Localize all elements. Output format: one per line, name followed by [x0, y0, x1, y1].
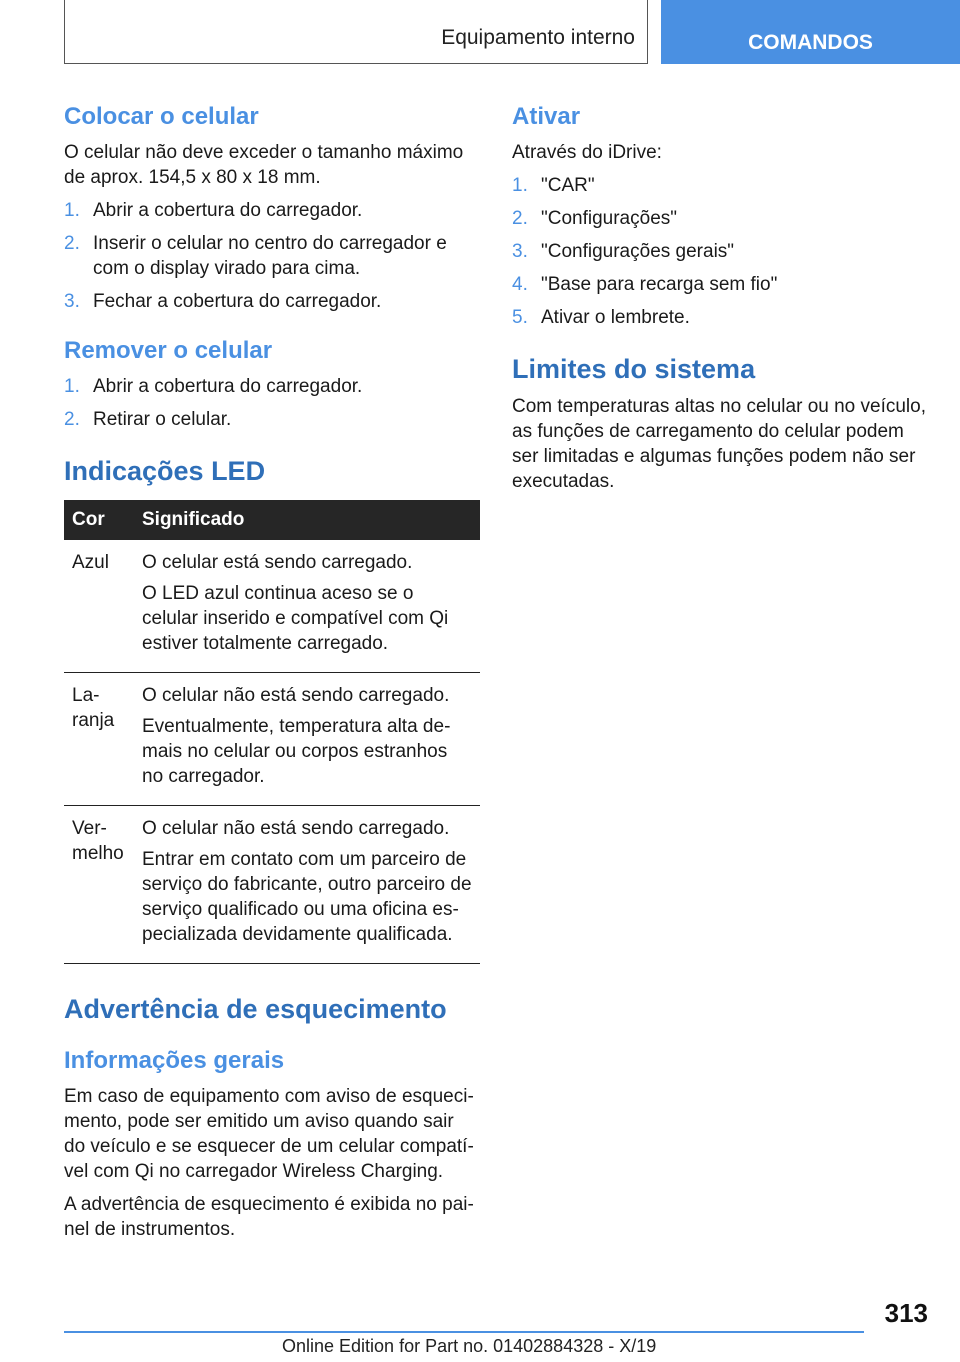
footer-edition: Online Edition for Part no. 01402884328 - X/19 [282, 1336, 657, 1356]
limites-heading: Limites do sistema [512, 354, 756, 384]
led-table-header-significado: Significado [134, 500, 480, 540]
informacoes-gerais-heading: Informações gerais [64, 1047, 285, 1074]
list-item: 5. Ativar o lembrete. [512, 307, 690, 328]
ativar-intro: Através do iDrive: [512, 142, 662, 163]
list-item: 4. "Base para recarga sem fio" [512, 274, 778, 295]
list-item: 3. Fechar a cobertura do carregador. [64, 291, 382, 312]
remover-heading: Remover o celular [64, 337, 273, 364]
led-meaning-cell: O celular está sendo carregado. O LED azul continua aceso se o celular inserido e compatível com Qi estiver totalmente carregado. [134, 540, 480, 673]
advertencia-heading: Advertência de esquecimento [64, 994, 447, 1024]
advertencia-paragraph-1: Em caso de equipamento com aviso de esqueci-mento, pode ser emitido um aviso quando sair do veículo e se esquecer de um celular compatí-vel com Qi no carregador Wireless Charging. [64, 1086, 474, 1182]
left-column [64, 100, 480, 1250]
led-color-cell: La- ranja [64, 673, 134, 806]
colocar-steps [64, 198, 480, 314]
ativar-steps [512, 173, 928, 330]
list-item: 1. Abrir a cobertura do carregador. [64, 376, 363, 397]
header-section-title: Equipamento interno [441, 26, 635, 49]
colocar-heading: Colocar o celular [64, 103, 259, 130]
colocar-intro: O celular não deve exceder o tamanho máximo de aprox. 154,5 x 80 x 18 mm. [64, 142, 464, 188]
list-item: 2. "Configurações" [512, 208, 678, 229]
led-table-header-cor: Cor [64, 500, 134, 540]
limites-paragraph: Com temperaturas altas no celular ou no veículo, as funções de carregamento do celular podem ser limitadas e algumas funções podem não ser executadas. [512, 396, 926, 492]
list-item: 3. "Configurações gerais" [512, 241, 735, 262]
page-number: 313 [884, 1298, 928, 1328]
table-row [64, 673, 480, 806]
led-table [64, 500, 480, 964]
list-item: 2. Inserir o celular no centro do carregador e com o display virado para cima. [64, 233, 447, 279]
ativar-heading: Ativar [512, 103, 581, 130]
led-color-cell: Ver- melho [64, 806, 134, 964]
led-color-cell: Azul [64, 540, 134, 673]
footer-divider [64, 1331, 864, 1333]
table-row [64, 806, 480, 964]
table-row [64, 540, 480, 673]
remover-steps [64, 374, 480, 432]
list-item: 2. Retirar o celular. [64, 409, 232, 430]
advertencia-paragraph-2: A advertência de esquecimento é exibida no pai-nel de instrumentos. [64, 1194, 474, 1240]
list-item: 1. "CAR" [512, 175, 595, 196]
indicacoes-heading: Indicações LED [64, 456, 266, 486]
header-section-box [64, 0, 648, 64]
list-item: 1. Abrir a cobertura do carregador. [64, 200, 363, 221]
led-meaning-cell: O celular não está sendo carregado. Entrar em contato com um parceiro de serviço do fabricante, outro parceiro de serviço qualificado ou uma oficina es-pecializada devidamente qualificada. [134, 806, 480, 964]
right-column [512, 100, 928, 502]
header-chapter-tab: COMANDOS [661, 0, 960, 64]
led-meaning-cell: O celular não está sendo carregado. Eventualmente, temperatura alta de-mais no celular ou corpos estranhos no carregador. [134, 673, 480, 806]
